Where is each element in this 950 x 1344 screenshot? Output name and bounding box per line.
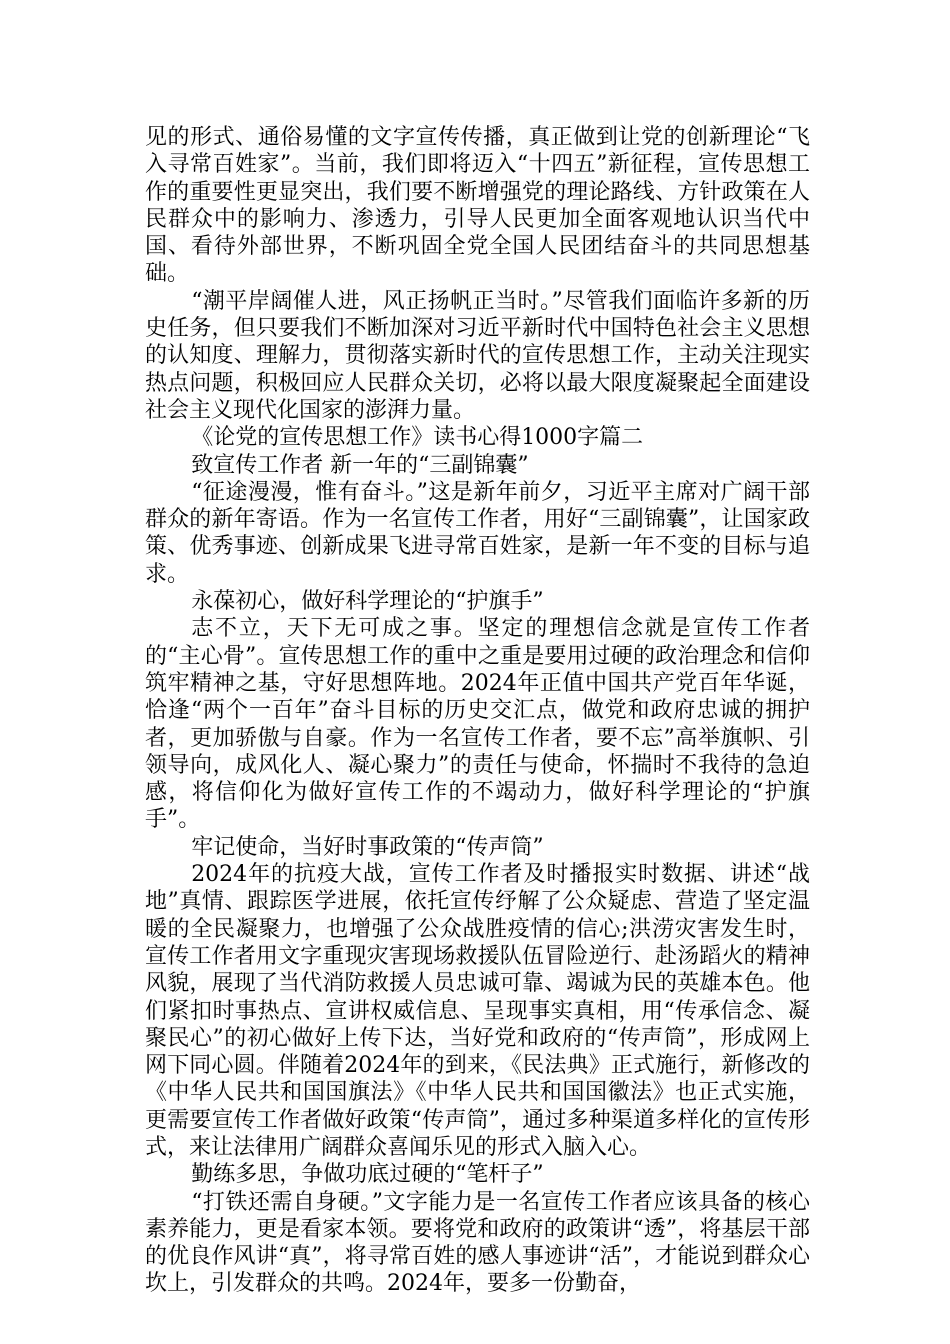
- paragraph-body: “征途漫漫，惟有奋斗。”这是新年前夕，习近平主席对广阔干部群众的新年寄语。作为一名宣传工作者，用好“三副锦囊”，让国家政策、优秀事迹、创新成果飞进寻常百姓家，是新一年不变的目标与追求。: [145, 479, 810, 587]
- section-heading: 勤练多思，争做功底过硬的“笔杆子”: [191, 1162, 544, 1188]
- section-heading: 牢记使命，当好时事政策的“传声筒”: [191, 834, 544, 860]
- paragraph-body: “打铁还需自身硬。”文字能力是一名宣传工作者应该具备的核心素养能力，更是看家本领。要将党和政府的政策讲“透”，将基层干部的优良作风讲“真”，将寻常百姓的感人事迹讲“活”，才能说到群众心坎上，引发群众的共鸣。2024年，要多一份勤奋，: [145, 1189, 810, 1297]
- paragraph-body: “潮平岸阔催人进，风正扬帆正当时。”尽管我们面临许多新的历史任务，但只要我们不断加深对习近平新时代中国特色社会主义思想的认知度、理解力，贯彻落实新时代的宣传思想工作，主动关注现实热点问题，积极回应人民群众关切，必将以最大限度凝聚起全面建设社会主义现代化国家的澎湃力量。: [145, 288, 810, 423]
- article-subtitle: 致宣传工作者 新一年的“三副锦囊”: [191, 452, 529, 478]
- paragraph-body: 志不立，天下无可成之事。坚定的理想信念就是宣传工作者的“主心骨”。宣传思想工作的重中之重是要用过硬的政治理念和信仰筑牢精神之基，守好思想阵地。2024年正值中国共产党百年华诞，恰逢“两个一百年”奋斗目标的历史交汇点，做党和政府忠诚的拥护者，更加骄傲与自豪。作为一名宣传工作者，要不忘”高举旗帜、引领导向，成风化人、凝心聚力”的责任与使命，怀揣时不我待的急迫感，将信仰化为做好宣传工作的不竭动力，做好科学理论的“护旗手”。: [145, 616, 810, 833]
- document-page: [145, 124, 810, 1298]
- article-title: 《论党的宣传思想工作》读书心得1000字篇二: [191, 425, 644, 451]
- paragraph-continuation: 见的形式、通俗易懂的文字宣传传播，真正做到让党的创新理论“飞入寻常百姓家”。当前，我们即将迈入“十四五”新征程，宣传思想工作的重要性更显突出，我们要不断增强党的理论路线、方针政策在人民群众中的影响力、渗透力，引导人民更加全面客观地认识当代中国、看待外部世界，不断巩固全党全国人民团结奋斗的共同思想基础。: [145, 125, 810, 287]
- paragraph-body: 2024年的抗疫大战，宣传工作者及时播报实时数据、讲述“战地”真情、跟踪医学进展，依托宣传纾解了公众疑虑、营造了坚定温暖的全民凝聚力，也增强了公众战胜疫情的信心;洪涝灾害发生时，宣传工作者用文字重现灾害现场救援队伍冒险逆行、赴汤蹈火的精神风貌，展现了当代消防救援人员忠诚可靠、竭诚为民的英雄本色。他们紧扣时事热点、宣讲权威信息、呈现事实真相，用“传承信念、凝聚民心”的初心做好上传下达，当好党和政府的“传声筒”，形成网上网下同心圆。伴随着2024年的到来，《民法典》正式施行，新修改的《中华人民共和国国旗法》《中华人民共和国国徽法》也正式实施，更需要宣传工作者做好政策“传声筒”，通过多种渠道多样化的宣传形式，来让法律用广阔群众喜闻乐见的形式入脑入心。: [145, 862, 810, 1160]
- section-heading: 永葆初心，做好科学理论的“护旗手”: [191, 589, 544, 615]
